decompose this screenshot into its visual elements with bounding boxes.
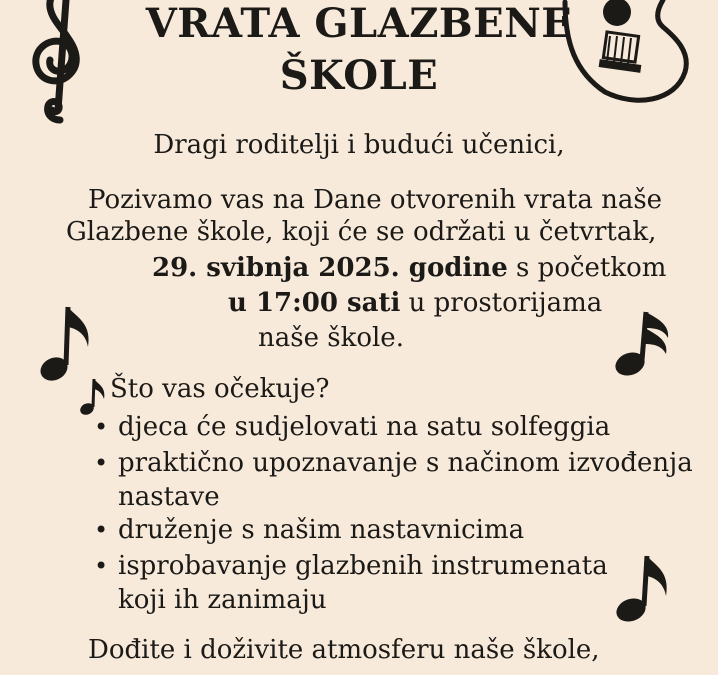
list-item-continuation: nastave [118, 482, 220, 512]
sixteenth-note-icon [612, 308, 676, 380]
invitation-line4-rest: u prostorijama [400, 288, 603, 318]
closing-line1: Dođite i doživite atmosferu naše škole, [88, 635, 600, 665]
page-title-line2: ŠKOLE [279, 52, 439, 99]
list-item: isprobavanje glazbenih instrumenata [118, 551, 608, 581]
bullet-dot: • [94, 449, 109, 477]
invitation-line4 [228, 286, 602, 320]
invitation-line5: naše škole. [258, 323, 404, 353]
list-item: praktično upoznavanje s načinom izvođenja [118, 448, 693, 478]
list-item-continuation: koji ih zanimaju [118, 585, 327, 615]
bullet-dot: • [94, 413, 109, 441]
page-title-line1: VRATA GLAZBENE [145, 0, 573, 47]
list-item: druženje s našim nastavnicima [118, 515, 525, 545]
list-item: djeca će sudjelovati na satu solfeggia [118, 412, 611, 442]
invitation-line1: Pozivamo vas na Dane otvorenih vrata naše [88, 185, 663, 215]
eighth-note-icon [38, 303, 98, 385]
invitation-line3 [152, 251, 666, 285]
event-time: u 17:00 sati [228, 288, 401, 318]
invitation-line3-rest: s početkom [507, 253, 667, 283]
bullet-dot: • [94, 516, 109, 544]
event-date: 29. svibnja 2025. godine [152, 253, 508, 283]
expect-heading: Što vas očekuje? [110, 374, 330, 404]
invitation-line2: Glazbene škole, koji će se održati u četvrtak, [66, 217, 657, 247]
eighth-note-icon [614, 552, 672, 624]
greeting: Dragi roditelji i budući učenici, [153, 130, 565, 160]
bullet-dot: • [94, 552, 109, 580]
